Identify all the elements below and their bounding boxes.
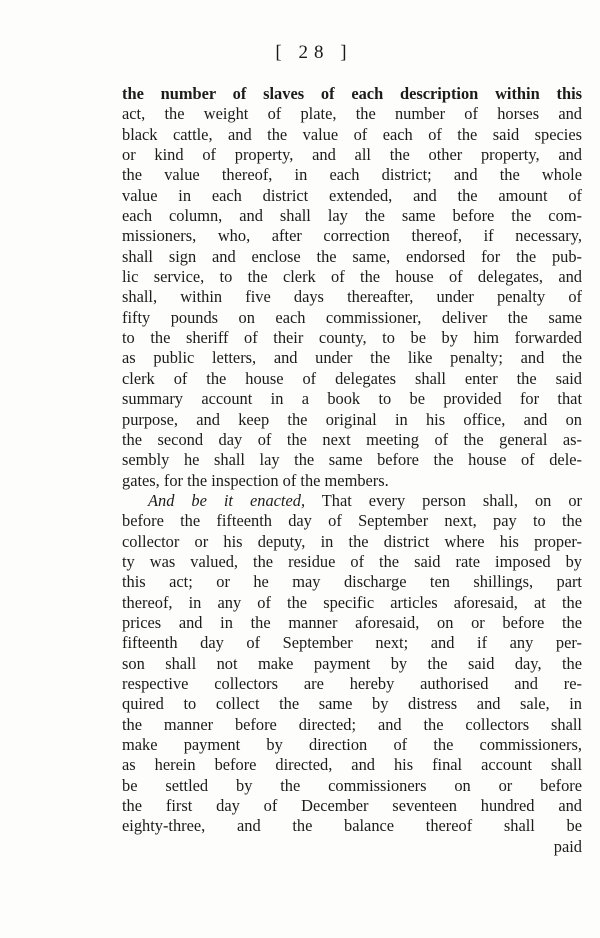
text-line: value in each district extended, and the amount of [122, 185, 582, 205]
text-line: eighty-three, and the balance thereof shall be [122, 816, 582, 836]
text-line: the value thereof, in each district; and the whole [122, 165, 582, 185]
paragraph-2 [122, 491, 582, 857]
enacting-clause: And be it enacted, [148, 490, 306, 510]
catchword: paid [553, 836, 582, 856]
text-line: as herein before directed, and his final account shall [122, 755, 582, 775]
text-line: the first day of December seventeen hundred and [122, 796, 582, 816]
text-line: each column, and shall lay the same before the com- [122, 206, 582, 226]
text-line-lead [122, 491, 582, 511]
text-line: purpose, and keep the original in his office, and on [122, 409, 582, 429]
text-line: respective collectors are hereby authorised and re- [122, 673, 582, 693]
body-text [122, 84, 582, 857]
text-line: fifteenth day of September next; and if any per- [122, 633, 582, 653]
text-line: lic service, to the clerk of the house of delegates, and [122, 267, 582, 287]
text-line: missioners, who, after correction thereof, if necessary, [122, 226, 582, 246]
paragraph-1 [122, 84, 582, 491]
text-line: summary account in a book to be provided for that [122, 389, 582, 409]
text-line: to the sheriff of their county, to be by him forwarded [122, 328, 582, 348]
text-line: before the fifteenth day of September next, pay to the [122, 511, 582, 531]
text-line: fifty pounds on each commissioner, deliver the same [122, 307, 582, 327]
text-line: this act; or he may discharge ten shillings, part [122, 572, 582, 592]
text-line: gates, for the inspection of the members. [122, 470, 389, 490]
text-line: quired to collect the same by distress and sale, in [122, 694, 582, 714]
text-line: make payment by direction of the commissioners, [122, 735, 582, 754]
text-line: thereof, in any of the specific articles aforesaid, at the [122, 592, 582, 612]
text-line: black cattle, and the value of each of the said species [122, 124, 582, 144]
text-line: collector or his deputy, in the district where his proper- [122, 531, 582, 551]
text-line: be settled by the commissioners on or before [122, 775, 582, 795]
text-line: the second day of the next meeting of the general as- [122, 429, 582, 449]
text-line: shall sign and enclose the same, endorsed for the pub- [122, 246, 582, 266]
text-line: clerk of the house of delegates shall enter the said [122, 368, 582, 388]
text-line: the number of slaves of each description within this [122, 84, 582, 103]
text-line: sembly he shall lay the same before the house of dele- [122, 450, 582, 470]
text-line: shall, within five days thereafter, under penalty of [122, 287, 582, 307]
text-line: or kind of property, and all the other property, and [122, 145, 582, 165]
text-line-rest: That every person shall, on or [305, 490, 582, 510]
text-line: act, the weight of plate, the number of horses and [122, 104, 582, 124]
text-line: prices and in the manner aforesaid, on or before the [122, 612, 582, 632]
text-line: the manner before directed; and the collectors shall [122, 714, 582, 734]
text-line: ty was valued, the residue of the said rate imposed by [122, 551, 582, 571]
text-line: as public letters, and under the like penalty; and the [122, 348, 582, 368]
page-number: [ 28 ] [275, 42, 353, 63]
text-line: son shall not make payment by the said day, the [122, 653, 582, 673]
